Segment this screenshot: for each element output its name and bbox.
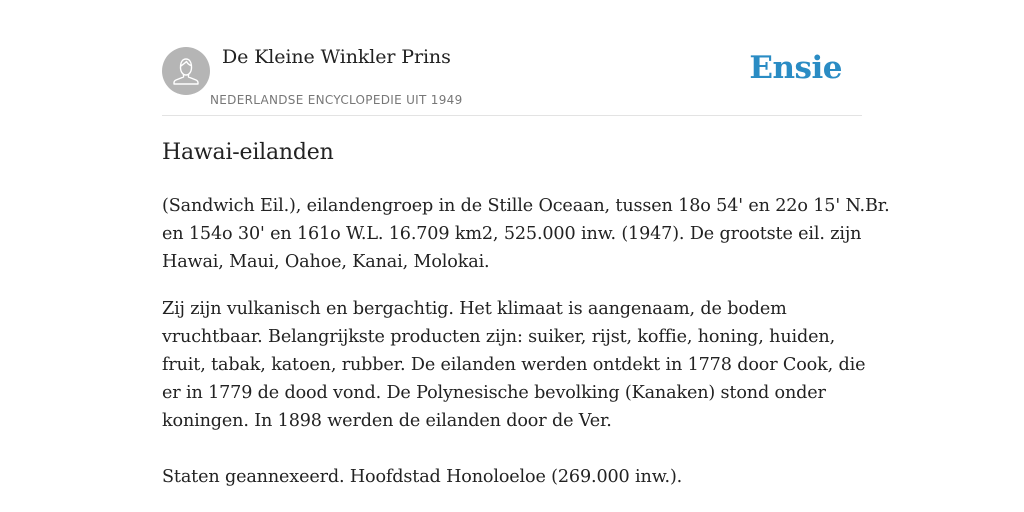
paragraph-line: er in 1779 de dood vond. De Polynesische bevolking (Kanaken) stond onder bbox=[162, 383, 826, 403]
paragraph-line: en 154o 30' en 161o W.L. 16.709 km2, 525.000 inw. (1947). De grootste eil. zijn bbox=[162, 224, 862, 244]
article-paragraph bbox=[162, 192, 890, 276]
page-container bbox=[162, 0, 890, 512]
article-title: Hawai-eilanden bbox=[162, 140, 334, 165]
paragraph-line: vruchtbaar. Belangrijkste producten zijn: suiker, rijst, koffie, honing, huiden, bbox=[162, 327, 836, 347]
paragraph-line: Staten geannexeerd. Hoofdstad Honoloeloe (269.000 inw.). bbox=[162, 467, 683, 487]
author-name[interactable]: De Kleine Winkler Prins bbox=[222, 46, 451, 68]
paragraph-line: fruit, tabak, katoen, rubber. De eilanden werden ontdekt in 1778 door Cook, die bbox=[162, 355, 866, 375]
article-paragraph bbox=[162, 463, 862, 491]
ensie-logo[interactable]: Ensie bbox=[749, 50, 842, 86]
article-paragraph bbox=[162, 295, 866, 435]
author-subtitle: NEDERLANDSE ENCYCLOPEDIE UIT 1949 bbox=[210, 93, 463, 107]
paragraph-line: koningen. In 1898 werden de eilanden door de Ver. bbox=[162, 411, 612, 431]
paragraph-line: (Sandwich Eil.), eilandengroep in de Stille Oceaan, tussen 18o 54' en 22o 15' N.Br. bbox=[162, 196, 890, 216]
paragraph-line: Hawai, Maui, Oahoe, Kanai, Molokai. bbox=[162, 252, 490, 272]
article-header bbox=[162, 0, 862, 116]
paragraph-line: Zij zijn vulkanisch en bergachtig. Het klimaat is aangenaam, de bodem bbox=[162, 299, 787, 319]
user-silhouette-icon bbox=[162, 47, 210, 95]
avatar[interactable] bbox=[162, 47, 210, 95]
